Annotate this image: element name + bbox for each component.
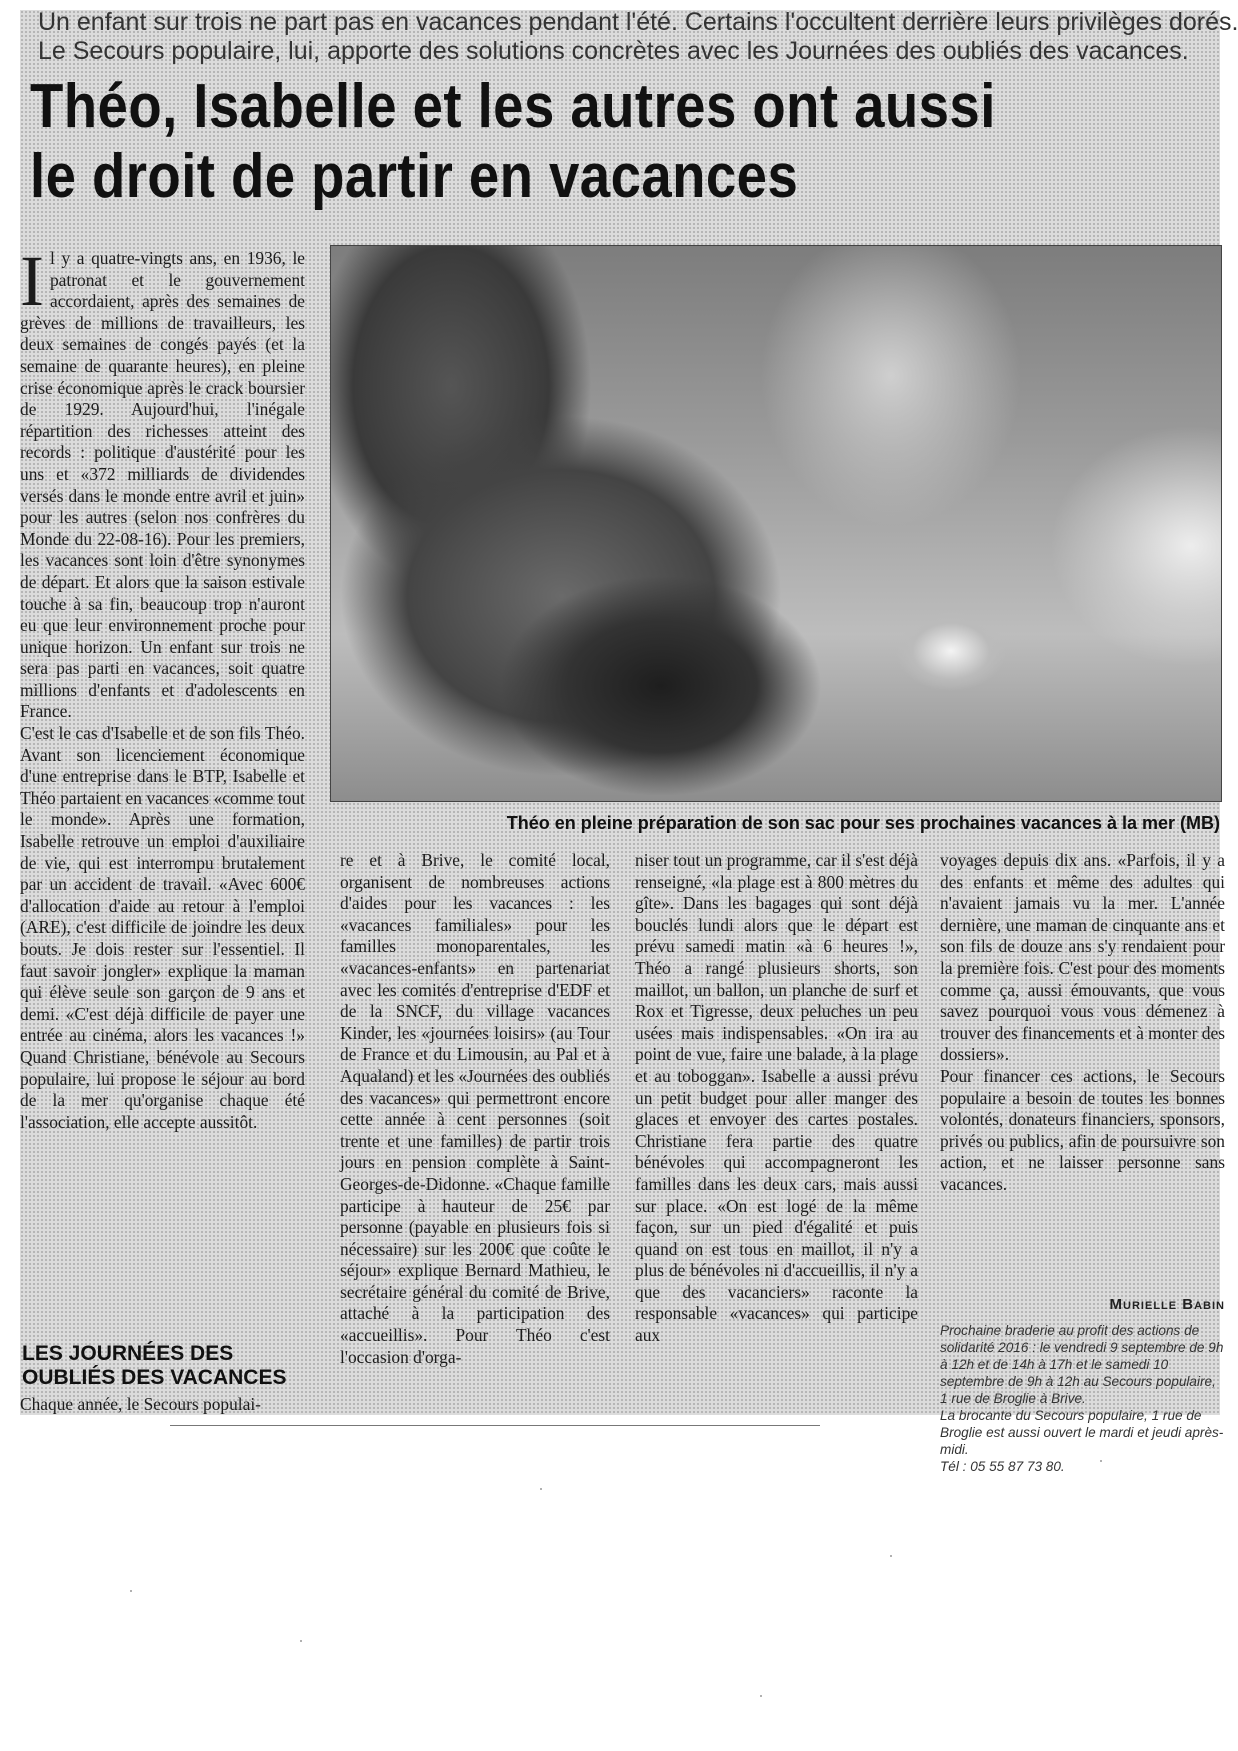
info-box: [940, 1322, 1225, 1475]
article-column-2: re et à Brive, le comité local, organisent de nombreuses actions d'aides pour les vacances : les «vacances familiales» pour les familles monoparentales, les «vacances-enfants» en partenariat avec les comités d'entreprise d'EDF et de la SNCF, du village vacances Kinder, les «journées loisirs» (au Tour de France et du Limousin, au Pal et à Aqualand) et les «Journées des oubliés des vacances» qui permettront encore cette année à cent personnes (soit trente et une familles) de partir trois jours en pension complète à Saint-Georges-de-Didonne. «Chaque famille participe à hauteur de 25€ par personne (payable en plusieurs fois si nécessaire) sur les 200€ que coûte le séjour» explique Bernard Mathieu, le secrétaire général du comité de Brive, attaché à la participation des «accueillis». Pour Théo c'est l'occasion d'orga-: [340, 850, 610, 1367]
photo-caption: Théo en pleine préparation de son sac pour ses prochaines vacances à la mer (MB): [506, 813, 1220, 833]
subheading-line-2: OUBLIÉS DES VACANCES: [22, 1366, 287, 1389]
paragraph-intro: l y a quatre-vingts ans, en 1936, le patronat et le gouvernement accordaient, après des semaines de grèves de millions de travailleurs, les deux semaines de congés payés (et la semaine de quarante heures), en pleine crise économique après le crack boursier de 1929. Aujourd'hui, l'inégale répartition des richesses atteint des records : politique d'austérité pour les uns et «372 milliards de dividendes versés dans le monde entre avril et juin» pour les autres (selon nos confrères du Monde du 22-08-16). Pour les premiers, les vacances sont loin d'être synonymes de départ. Et alors que la saison estivale touche à sa fin, beaucoup trop n'auront eu que leur environnement proche pour unique horizon. Un enfant sur trois ne sera pas parti en vacances, soit quatre millions d'enfants et d'adolescents en France.: [20, 248, 305, 722]
bottom-rule: [170, 1425, 820, 1426]
headline-line-2: le droit de partir en vacances: [30, 142, 799, 211]
intro-deck: [38, 8, 1238, 66]
intro-line-1: Un enfant sur trois ne part pas en vacances pendant l'été. Certains l'occultent derrière leurs privilèges dorés.: [38, 8, 1238, 36]
headline-line-1: Théo, Isabelle et les autres ont aussi: [30, 72, 996, 141]
article-column-1-continued: Chaque année, le Secours populai-: [20, 1394, 261, 1414]
info-braderie: Prochaine braderie au profit des actions de solidarité 2016 : le vendredi 9 septembre de 9h à 12h et de 14h à 17h et le samedi 10 septembre de 9h à 12h au Secours populaire, 1 rue de Broglie à Brive.: [940, 1323, 1224, 1406]
subheading: [22, 1342, 312, 1390]
intro-line-2: Le Secours populaire, lui, apporte des solutions concrètes avec les Journées des oubliés des vacances.: [38, 37, 1189, 65]
drop-cap: I: [20, 241, 44, 321]
subheading-line-1: LES JOURNÉES DES: [22, 1342, 234, 1365]
paragraph-testimony: voyages depuis dix ans. «Parfois, il y a des enfants et même des adultes qui n'avaient jamais vu la mer. L'année dernière, une maman de cinquante ans et son fils de douze ans s'y rendaient pour la première fois. C'est pour des moments comme ça, aussi émouvants, que vous savez pourquoi vous vous démenez à trouver des financements et à monter des dossiers».: [940, 850, 1225, 1065]
paragraph-isabelle: C'est le cas d'Isabelle et de son fils Théo. Avant son licenciement économique d'une entreprise dans le BTP, Isabelle et Théo partaient en vacances «comme tout le monde». Après une formation, Isabelle retrouve un emploi d'auxiliaire de vie, qui est interrompu brutalement par un accident de travail. «Avec 600€ d'allocation d'aide au retour à l'emploi (ARE), c'est difficile de joindre les deux bouts. Je dois rester sur l'essentiel. Il faut savoir jongler» explique la maman qui élève seule son garçon de 9 ans et demi. «C'est déjà difficile de payer une entrée au cinéma, alors les vacances !» Quand Christiane, bénévole au Secours populaire, lui propose le séjour au bord de la mer qu'organise chaque été l'association, elle accepte aussitôt.: [20, 723, 305, 1132]
author-byline: Murielle Babin: [1109, 1296, 1225, 1313]
info-brocante: La brocante du Secours populaire, 1 rue de Broglie est aussi ouvert le mardi et jeudi après-midi.: [940, 1408, 1224, 1457]
article-column-4: [940, 850, 1225, 1196]
article-column-3: niser tout un programme, car il s'est déjà renseigné, «la plage est à 800 mètres du gîte». Dans les bagages qui sont déjà bouclés lundi alors que le départ est prévu samedi matin «à 6 heures !», Théo a rangé plusieurs shorts, son maillot, un ballon, un planche de surf et Rox et Tigresse, deux peluches un peu usées mais indispensables. «On ira au point de vue, faire une balade, à la plage et au toboggan». Isabelle a aussi prévu un petit budget pour aller manger des glaces et envoyer des cartes postales. Christiane fera partie des quatre bénévoles qui accompagneront les familles dans les deux cars, mais aussi sur place. «On est logé de la même façon, sur un pied d'égalité et puis quand on est tous en maillot, il n'y a plus de bénévoles ni d'accueillis, il n'y a que des vacanciers» raconte la responsable «vacances» qui participe aux: [635, 850, 918, 1346]
info-phone: Tél : 05 55 87 73 80.: [940, 1459, 1065, 1474]
article-photo: [330, 245, 1222, 802]
headline: [30, 72, 1077, 212]
paragraph-funding: Pour financer ces actions, le Secours populaire a besoin de toutes les bonnes volontés, donateurs financiers, sponsors, privés ou publics, afin de poursuivre son action, et ne laisser personne sans vacances.: [940, 1065, 1225, 1194]
article-column-1: [20, 241, 305, 1133]
